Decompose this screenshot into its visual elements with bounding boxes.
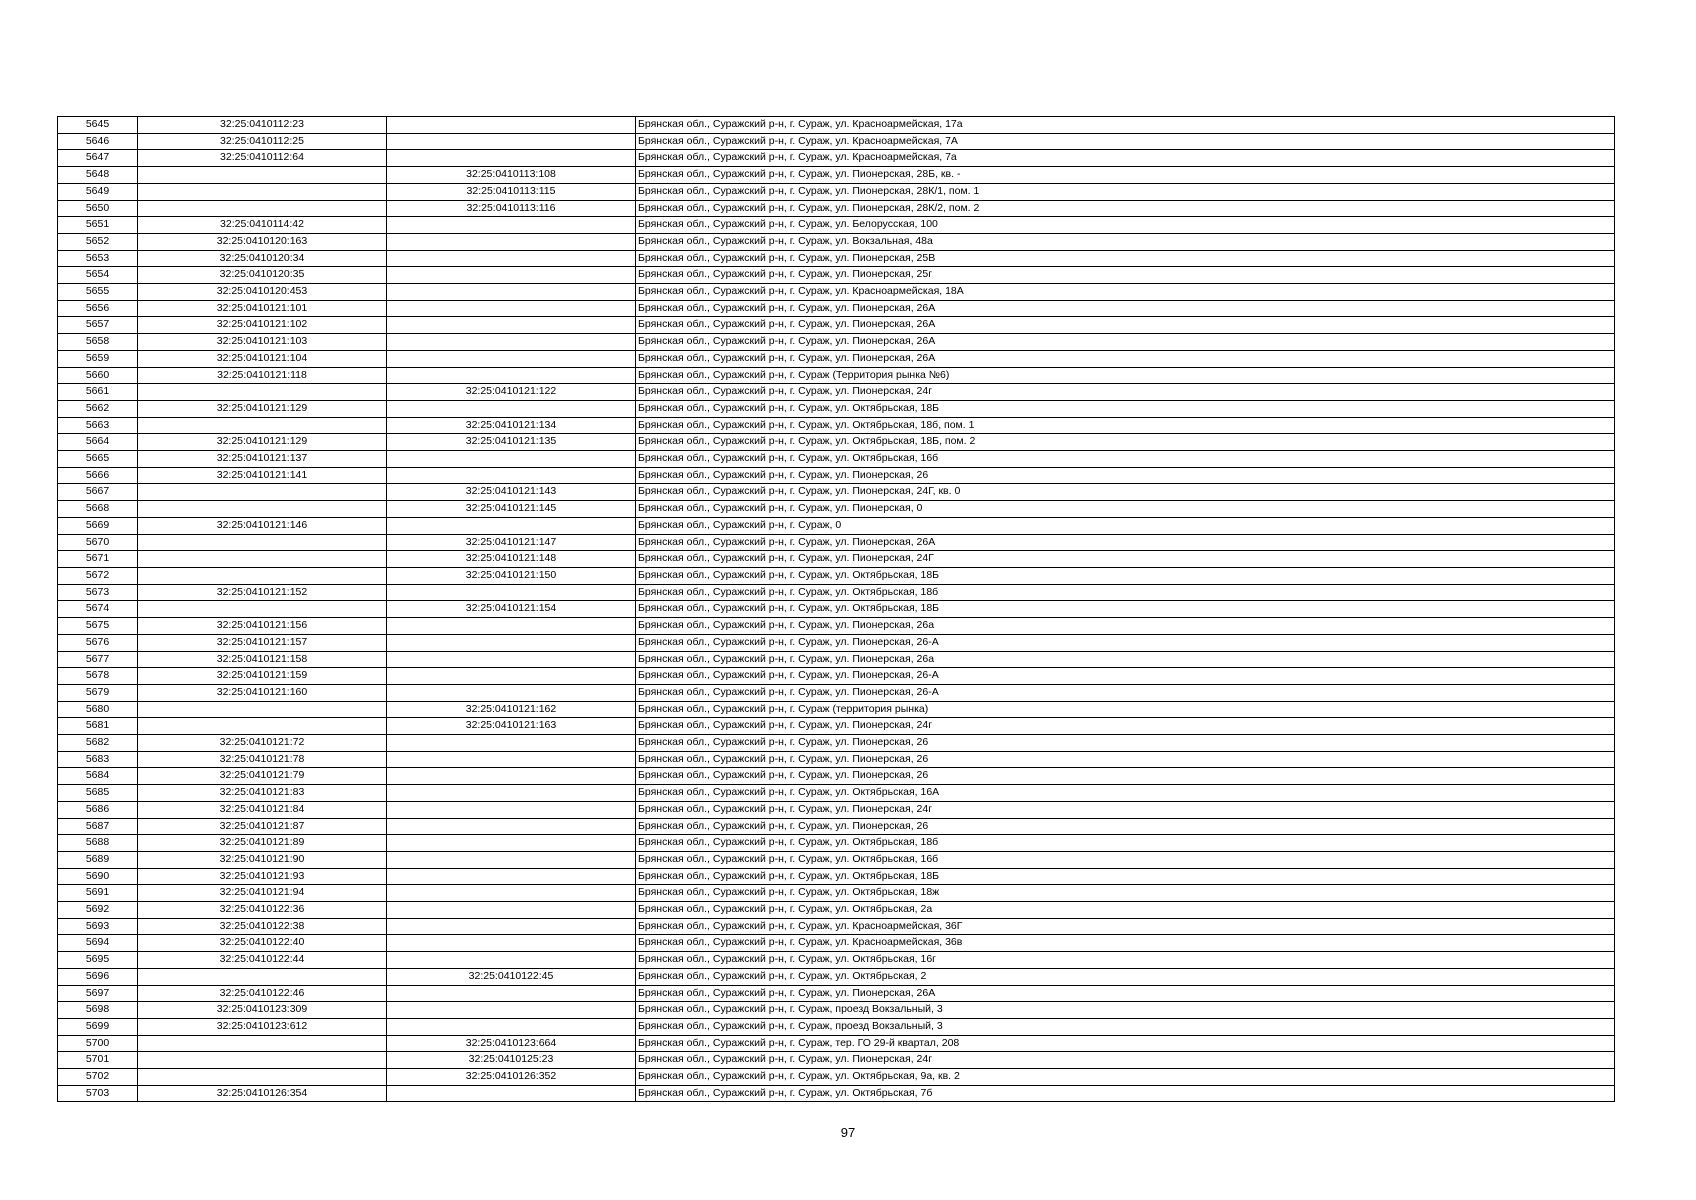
row-number-cell: 5697 (58, 985, 138, 1002)
cadastral-building-cell (387, 400, 636, 417)
address-cell: Брянская обл., Суражский р-н, г. Сураж, тер. ГО 29-й квартал, 208 (636, 1035, 1615, 1052)
row-number-cell: 5688 (58, 835, 138, 852)
address-cell: Брянская обл., Суражский р-н, г. Сураж (Территория рынка №6) (636, 367, 1615, 384)
cadastral-land-cell (138, 567, 387, 584)
cadastral-land-cell: 32:25:0410122:36 (138, 902, 387, 919)
table-row (58, 501, 1615, 518)
address-cell: Брянская обл., Суражский р-н, г. Сураж, ул. Октябрьская, 18ж (636, 885, 1615, 902)
cadastral-building-cell (387, 267, 636, 284)
address-cell: Брянская обл., Суражский р-н, г. Сураж, ул. Пионерская, 26-А (636, 668, 1615, 685)
address-cell: Брянская обл., Суражский р-н, г. Сураж, ул. Пионерская, 26-А (636, 684, 1615, 701)
table-row (58, 167, 1615, 184)
cadastral-building-cell (387, 317, 636, 334)
cadastral-land-cell: 32:25:0410121:157 (138, 634, 387, 651)
table-row (58, 551, 1615, 568)
table-row (58, 885, 1615, 902)
table-row (58, 467, 1615, 484)
table-row (58, 250, 1615, 267)
cadastral-building-cell (387, 985, 636, 1002)
table-row (58, 1069, 1615, 1086)
address-cell: Брянская обл., Суражский р-н, г. Сураж, ул. Октябрьская, 18Б, пом. 2 (636, 434, 1615, 451)
row-number-cell: 5680 (58, 701, 138, 718)
address-cell: Брянская обл., Суражский р-н, г. Сураж, ул. Пионерская, 26А (636, 334, 1615, 351)
row-number-cell: 5662 (58, 400, 138, 417)
table-row (58, 1002, 1615, 1019)
row-number-cell: 5689 (58, 851, 138, 868)
cadastral-building-cell (387, 584, 636, 601)
cadastral-building-cell: 32:25:0410121:145 (387, 501, 636, 518)
cadastral-building-cell (387, 117, 636, 134)
address-cell: Брянская обл., Суражский р-н, г. Сураж, ул. Октябрьская, 18Б (636, 400, 1615, 417)
cadastral-building-cell: 32:25:0410121:150 (387, 567, 636, 584)
address-cell: Брянская обл., Суражский р-н, г. Сураж, проезд Вокзальный, 3 (636, 1002, 1615, 1019)
cadastral-building-cell (387, 1085, 636, 1102)
row-number-cell: 5664 (58, 434, 138, 451)
cadastral-land-cell: 32:25:0410120:34 (138, 250, 387, 267)
address-cell: Брянская обл., Суражский р-н, г. Сураж, ул. Красноармейская, 7а (636, 150, 1615, 167)
row-number-cell: 5695 (58, 952, 138, 969)
table-row (58, 801, 1615, 818)
cadastral-land-cell: 32:25:0410121:160 (138, 684, 387, 701)
address-cell: Брянская обл., Суражский р-н, г. Сураж, ул. Красноармейская, 18А (636, 284, 1615, 301)
table-row (58, 300, 1615, 317)
cadastral-land-cell: 32:25:0410121:79 (138, 768, 387, 785)
address-cell: Брянская обл., Суражский р-н, г. Сураж, ул. Октябрьская, 16б (636, 451, 1615, 468)
cadastral-building-cell (387, 618, 636, 635)
cadastral-building-cell (387, 835, 636, 852)
address-cell: Брянская обл., Суражский р-н, г. Сураж, ул. Пионерская, 28Б, кв. - (636, 167, 1615, 184)
table-row (58, 384, 1615, 401)
cadastral-land-cell: 32:25:0410121:84 (138, 801, 387, 818)
row-number-cell: 5651 (58, 217, 138, 234)
cadastral-land-cell: 32:25:0410122:46 (138, 985, 387, 1002)
table-row (58, 1035, 1615, 1052)
row-number-cell: 5658 (58, 334, 138, 351)
table-row (58, 835, 1615, 852)
row-number-cell: 5679 (58, 684, 138, 701)
row-number-cell: 5696 (58, 968, 138, 985)
cadastral-building-cell (387, 735, 636, 752)
cadastral-land-cell: 32:25:0410121:104 (138, 350, 387, 367)
table-row (58, 317, 1615, 334)
cadastral-land-cell: 32:25:0410126:354 (138, 1085, 387, 1102)
cadastral-land-cell (138, 501, 387, 518)
row-number-cell: 5693 (58, 918, 138, 935)
table-row (58, 484, 1615, 501)
row-number-cell: 5685 (58, 785, 138, 802)
cadastral-land-cell (138, 417, 387, 434)
cadastral-land-cell (138, 701, 387, 718)
table-row (58, 400, 1615, 417)
cadastral-building-cell: 32:25:0410125:23 (387, 1052, 636, 1069)
cadastral-land-cell (138, 601, 387, 618)
table-row (58, 701, 1615, 718)
cadastral-building-cell (387, 768, 636, 785)
cadastral-building-cell (387, 935, 636, 952)
row-number-cell: 5683 (58, 751, 138, 768)
address-cell: Брянская обл., Суражский р-н, г. Сураж, 0 (636, 517, 1615, 534)
cadastral-land-cell: 32:25:0410121:152 (138, 584, 387, 601)
table-row (58, 952, 1615, 969)
cadastral-building-cell (387, 300, 636, 317)
address-cell: Брянская обл., Суражский р-н, г. Сураж, ул. Пионерская, 28К/1, пом. 1 (636, 183, 1615, 200)
row-number-cell: 5687 (58, 818, 138, 835)
cadastral-building-cell (387, 367, 636, 384)
table-row (58, 133, 1615, 150)
address-cell: Брянская обл., Суражский р-н, г. Сураж, ул. Октябрьская, 18Б (636, 601, 1615, 618)
cadastral-building-cell (387, 233, 636, 250)
cadastral-building-cell: 32:25:0410121:147 (387, 534, 636, 551)
table-row (58, 768, 1615, 785)
cadastral-land-cell: 32:25:0410121:146 (138, 517, 387, 534)
registry-table-body (58, 117, 1615, 1102)
row-number-cell: 5646 (58, 133, 138, 150)
table-row (58, 868, 1615, 885)
table-row (58, 634, 1615, 651)
table-row (58, 567, 1615, 584)
row-number-cell: 5660 (58, 367, 138, 384)
address-cell: Брянская обл., Суражский р-н, г. Сураж, ул. Пионерская, 25В (636, 250, 1615, 267)
row-number-cell: 5690 (58, 868, 138, 885)
table-row (58, 183, 1615, 200)
cadastral-building-cell: 32:25:0410121:143 (387, 484, 636, 501)
cadastral-land-cell: 32:25:0410121:101 (138, 300, 387, 317)
address-cell: Брянская обл., Суражский р-н, г. Сураж, ул. Пионерская, 26 (636, 751, 1615, 768)
address-cell: Брянская обл., Суражский р-н, г. Сураж, ул. Октябрьская, 7б (636, 1085, 1615, 1102)
row-number-cell: 5694 (58, 935, 138, 952)
row-number-cell: 5671 (58, 551, 138, 568)
table-row (58, 618, 1615, 635)
cadastral-land-cell (138, 968, 387, 985)
table-row (58, 284, 1615, 301)
table-row (58, 434, 1615, 451)
cadastral-land-cell (138, 718, 387, 735)
row-number-cell: 5663 (58, 417, 138, 434)
table-row (58, 785, 1615, 802)
table-row (58, 1085, 1615, 1102)
cadastral-building-cell (387, 517, 636, 534)
address-cell: Брянская обл., Суражский р-н, г. Сураж, ул. Пионерская, 24г (636, 1052, 1615, 1069)
row-number-cell: 5669 (58, 517, 138, 534)
cadastral-building-cell (387, 668, 636, 685)
cadastral-land-cell (138, 534, 387, 551)
cadastral-land-cell: 32:25:0410120:453 (138, 284, 387, 301)
table-row (58, 267, 1615, 284)
cadastral-building-cell (387, 885, 636, 902)
row-number-cell: 5675 (58, 618, 138, 635)
cadastral-land-cell: 32:25:0410121:89 (138, 835, 387, 852)
row-number-cell: 5692 (58, 902, 138, 919)
address-cell: Брянская обл., Суражский р-н, г. Сураж, ул. Октябрьская, 2 (636, 968, 1615, 985)
row-number-cell: 5686 (58, 801, 138, 818)
cadastral-land-cell: 32:25:0410121:90 (138, 851, 387, 868)
cadastral-building-cell: 32:25:0410113:116 (387, 200, 636, 217)
address-cell: Брянская обл., Суражский р-н, г. Сураж, ул. Октябрьская, 18Б (636, 567, 1615, 584)
row-number-cell: 5649 (58, 183, 138, 200)
address-cell: Брянская обл., Суражский р-н, г. Сураж, ул. Октябрьская, 16А (636, 785, 1615, 802)
cadastral-building-cell: 32:25:0410121:148 (387, 551, 636, 568)
address-cell: Брянская обл., Суражский р-н, г. Сураж (территория рынка) (636, 701, 1615, 718)
row-number-cell: 5659 (58, 350, 138, 367)
cadastral-land-cell: 32:25:0410122:44 (138, 952, 387, 969)
row-number-cell: 5700 (58, 1035, 138, 1052)
row-number-cell: 5691 (58, 885, 138, 902)
address-cell: Брянская обл., Суражский р-н, г. Сураж, ул. Вокзальная, 48а (636, 233, 1615, 250)
address-cell: Брянская обл., Суражский р-н, г. Сураж, ул. Октябрьская, 18Б (636, 868, 1615, 885)
cadastral-building-cell (387, 467, 636, 484)
address-cell: Брянская обл., Суражский р-н, г. Сураж, ул. Октябрьская, 16г (636, 952, 1615, 969)
cadastral-land-cell: 32:25:0410122:40 (138, 935, 387, 952)
cadastral-land-cell: 32:25:0410122:38 (138, 918, 387, 935)
cadastral-building-cell (387, 851, 636, 868)
cadastral-land-cell (138, 484, 387, 501)
cadastral-building-cell: 32:25:0410126:352 (387, 1069, 636, 1086)
table-row (58, 233, 1615, 250)
row-number-cell: 5703 (58, 1085, 138, 1102)
cadastral-building-cell (387, 634, 636, 651)
cadastral-building-cell (387, 952, 636, 969)
address-cell: Брянская обл., Суражский р-н, г. Сураж, ул. Пионерская, 26А (636, 350, 1615, 367)
row-number-cell: 5668 (58, 501, 138, 518)
cadastral-land-cell: 32:25:0410121:141 (138, 467, 387, 484)
row-number-cell: 5656 (58, 300, 138, 317)
address-cell: Брянская обл., Суражский р-н, г. Сураж, ул. Пионерская, 24г (636, 384, 1615, 401)
address-cell: Брянская обл., Суражский р-н, г. Сураж, ул. Пионерская, 26 (636, 818, 1615, 835)
table-row (58, 935, 1615, 952)
row-number-cell: 5645 (58, 117, 138, 134)
cadastral-building-cell: 32:25:0410123:664 (387, 1035, 636, 1052)
row-number-cell: 5676 (58, 634, 138, 651)
cadastral-building-cell (387, 250, 636, 267)
table-row (58, 968, 1615, 985)
cadastral-land-cell: 32:25:0410121:118 (138, 367, 387, 384)
cadastral-building-cell (387, 902, 636, 919)
row-number-cell: 5701 (58, 1052, 138, 1069)
table-row (58, 902, 1615, 919)
row-number-cell: 5648 (58, 167, 138, 184)
row-number-cell: 5650 (58, 200, 138, 217)
address-cell: Брянская обл., Суражский р-н, г. Сураж, ул. Пионерская, 24г (636, 718, 1615, 735)
cadastral-land-cell: 32:25:0410121:93 (138, 868, 387, 885)
cadastral-land-cell (138, 1052, 387, 1069)
address-cell: Брянская обл., Суражский р-н, г. Сураж, ул. Красноармейская, 36в (636, 935, 1615, 952)
cadastral-land-cell (138, 1035, 387, 1052)
table-row (58, 367, 1615, 384)
row-number-cell: 5698 (58, 1002, 138, 1019)
cadastral-building-cell (387, 818, 636, 835)
row-number-cell: 5674 (58, 601, 138, 618)
page-number: 97 (840, 1125, 856, 1140)
row-number-cell: 5653 (58, 250, 138, 267)
cadastral-land-cell (138, 183, 387, 200)
row-number-cell: 5655 (58, 284, 138, 301)
row-number-cell: 5681 (58, 718, 138, 735)
address-cell: Брянская обл., Суражский р-н, г. Сураж, ул. Пионерская, 26а (636, 618, 1615, 635)
address-cell: Брянская обл., Суражский р-н, г. Сураж, ул. Красноармейская, 17а (636, 117, 1615, 134)
row-number-cell: 5647 (58, 150, 138, 167)
table-row (58, 584, 1615, 601)
cadastral-building-cell (387, 918, 636, 935)
address-cell: Брянская обл., Суражский р-н, г. Сураж, ул. Пионерская, 24Г, кв. 0 (636, 484, 1615, 501)
cadastral-land-cell: 32:25:0410121:137 (138, 451, 387, 468)
address-cell: Брянская обл., Суражский р-н, г. Сураж, ул. Красноармейская, 7А (636, 133, 1615, 150)
cadastral-building-cell (387, 751, 636, 768)
address-cell: Брянская обл., Суражский р-н, г. Сураж, ул. Пионерская, 26-А (636, 634, 1615, 651)
row-number-cell: 5673 (58, 584, 138, 601)
address-cell: Брянская обл., Суражский р-н, г. Сураж, ул. Пионерская, 26 (636, 768, 1615, 785)
address-cell: Брянская обл., Суражский р-н, г. Сураж, ул. Пионерская, 26А (636, 534, 1615, 551)
row-number-cell: 5678 (58, 668, 138, 685)
address-cell: Брянская обл., Суражский р-н, г. Сураж, ул. Пионерская, 28К/2, пом. 2 (636, 200, 1615, 217)
table-row (58, 918, 1615, 935)
cadastral-land-cell (138, 1069, 387, 1086)
cadastral-building-cell (387, 785, 636, 802)
cadastral-building-cell (387, 684, 636, 701)
row-number-cell: 5684 (58, 768, 138, 785)
row-number-cell: 5672 (58, 567, 138, 584)
cadastral-building-cell (387, 801, 636, 818)
table-row (58, 735, 1615, 752)
row-number-cell: 5661 (58, 384, 138, 401)
cadastral-land-cell: 32:25:0410121:87 (138, 818, 387, 835)
address-cell: Брянская обл., Суражский р-н, г. Сураж, ул. Пионерская, 26 (636, 467, 1615, 484)
address-cell: Брянская обл., Суражский р-н, г. Сураж, ул. Пионерская, 24г (636, 801, 1615, 818)
table-row (58, 985, 1615, 1002)
cadastral-building-cell (387, 350, 636, 367)
row-number-cell: 5652 (58, 233, 138, 250)
cadastral-building-cell (387, 1018, 636, 1035)
table-row (58, 684, 1615, 701)
cadastral-building-cell: 32:25:0410121:134 (387, 417, 636, 434)
address-cell: Брянская обл., Суражский р-н, г. Сураж, ул. Пионерская, 26А (636, 985, 1615, 1002)
cadastral-land-cell: 32:25:0410121:94 (138, 885, 387, 902)
address-cell: Брянская обл., Суражский р-н, г. Сураж, проезд Вокзальный, 3 (636, 1018, 1615, 1035)
cadastral-land-cell: 32:25:0410114:42 (138, 217, 387, 234)
table-row (58, 517, 1615, 534)
address-cell: Брянская обл., Суражский р-н, г. Сураж, ул. Октябрьская, 2а (636, 902, 1615, 919)
cadastral-building-cell: 32:25:0410121:135 (387, 434, 636, 451)
cadastral-building-cell: 32:25:0410113:108 (387, 167, 636, 184)
table-row (58, 1018, 1615, 1035)
address-cell: Брянская обл., Суражский р-н, г. Сураж, ул. Пионерская, 26 (636, 735, 1615, 752)
row-number-cell: 5702 (58, 1069, 138, 1086)
cadastral-land-cell: 32:25:0410121:158 (138, 651, 387, 668)
address-cell: Брянская обл., Суражский р-н, г. Сураж, ул. Октябрьская, 16б (636, 851, 1615, 868)
cadastral-building-cell: 32:25:0410121:162 (387, 701, 636, 718)
table-row (58, 451, 1615, 468)
cadastral-land-cell: 32:25:0410112:23 (138, 117, 387, 134)
cadastral-land-cell (138, 200, 387, 217)
address-cell: Брянская обл., Суражский р-н, г. Сураж, ул. Пионерская, 26А (636, 300, 1615, 317)
table-row (58, 534, 1615, 551)
address-cell: Брянская обл., Суражский р-н, г. Сураж, ул. Белорусская, 100 (636, 217, 1615, 234)
address-cell: Брянская обл., Суражский р-н, г. Сураж, ул. Пионерская, 0 (636, 501, 1615, 518)
table-row (58, 601, 1615, 618)
cadastral-land-cell (138, 551, 387, 568)
row-number-cell: 5667 (58, 484, 138, 501)
row-number-cell: 5665 (58, 451, 138, 468)
table-row (58, 150, 1615, 167)
table-row (58, 334, 1615, 351)
cadastral-land-cell (138, 167, 387, 184)
table-row (58, 818, 1615, 835)
cadastral-land-cell: 32:25:0410123:309 (138, 1002, 387, 1019)
cadastral-land-cell: 32:25:0410120:163 (138, 233, 387, 250)
cadastral-building-cell (387, 217, 636, 234)
cadastral-land-cell: 32:25:0410123:612 (138, 1018, 387, 1035)
cadastral-building-cell (387, 284, 636, 301)
cadastral-building-cell: 32:25:0410121:154 (387, 601, 636, 618)
address-cell: Брянская обл., Суражский р-н, г. Сураж, ул. Октябрьская, 9а, кв. 2 (636, 1069, 1615, 1086)
cadastral-land-cell: 32:25:0410121:103 (138, 334, 387, 351)
cadastral-land-cell: 32:25:0410121:83 (138, 785, 387, 802)
table-row (58, 217, 1615, 234)
cadastral-building-cell: 32:25:0410122:45 (387, 968, 636, 985)
cadastral-land-cell: 32:25:0410121:102 (138, 317, 387, 334)
cadastral-land-cell: 32:25:0410121:72 (138, 735, 387, 752)
table-row (58, 851, 1615, 868)
table-row (58, 718, 1615, 735)
address-cell: Брянская обл., Суражский р-н, г. Сураж, ул. Пионерская, 24Г (636, 551, 1615, 568)
address-cell: Брянская обл., Суражский р-н, г. Сураж, ул. Пионерская, 26а (636, 651, 1615, 668)
address-cell: Брянская обл., Суражский р-н, г. Сураж, ул. Октябрьская, 18б (636, 584, 1615, 601)
row-number-cell: 5677 (58, 651, 138, 668)
cadastral-land-cell: 32:25:0410121:159 (138, 668, 387, 685)
table-row (58, 751, 1615, 768)
cadastral-building-cell (387, 451, 636, 468)
cadastral-building-cell: 32:25:0410121:122 (387, 384, 636, 401)
address-cell: Брянская обл., Суражский р-н, г. Сураж, ул. Пионерская, 26А (636, 317, 1615, 334)
cadastral-land-cell: 32:25:0410112:25 (138, 133, 387, 150)
table-row (58, 668, 1615, 685)
address-cell: Брянская обл., Суражский р-н, г. Сураж, ул. Октябрьская, 18б (636, 835, 1615, 852)
row-number-cell: 5654 (58, 267, 138, 284)
row-number-cell: 5699 (58, 1018, 138, 1035)
table-row (58, 417, 1615, 434)
cadastral-land-cell: 32:25:0410112:64 (138, 150, 387, 167)
cadastral-building-cell (387, 334, 636, 351)
cadastral-building-cell: 32:25:0410121:163 (387, 718, 636, 735)
cadastral-building-cell: 32:25:0410113:115 (387, 183, 636, 200)
row-number-cell: 5666 (58, 467, 138, 484)
cadastral-land-cell: 32:25:0410121:156 (138, 618, 387, 635)
table-row (58, 651, 1615, 668)
cadastral-building-cell (387, 150, 636, 167)
table-row (58, 1052, 1615, 1069)
cadastral-land-cell: 32:25:0410121:129 (138, 400, 387, 417)
cadastral-building-cell (387, 1002, 636, 1019)
cadastral-land-cell: 32:25:0410121:129 (138, 434, 387, 451)
cadastral-land-cell: 32:25:0410121:78 (138, 751, 387, 768)
row-number-cell: 5682 (58, 735, 138, 752)
cadastral-land-cell: 32:25:0410120:35 (138, 267, 387, 284)
table-row (58, 200, 1615, 217)
cadastral-building-cell (387, 133, 636, 150)
cadastral-building-cell (387, 868, 636, 885)
row-number-cell: 5657 (58, 317, 138, 334)
table-row (58, 350, 1615, 367)
table-row (58, 117, 1615, 134)
cadastral-land-cell (138, 384, 387, 401)
address-cell: Брянская обл., Суражский р-н, г. Сураж, ул. Красноармейская, 36Г (636, 918, 1615, 935)
cadastral-building-cell (387, 651, 636, 668)
address-cell: Брянская обл., Суражский р-н, г. Сураж, ул. Пионерская, 25г (636, 267, 1615, 284)
address-cell: Брянская обл., Суражский р-н, г. Сураж, ул. Октябрьская, 18б, пом. 1 (636, 417, 1615, 434)
row-number-cell: 5670 (58, 534, 138, 551)
registry-table (57, 116, 1615, 1102)
